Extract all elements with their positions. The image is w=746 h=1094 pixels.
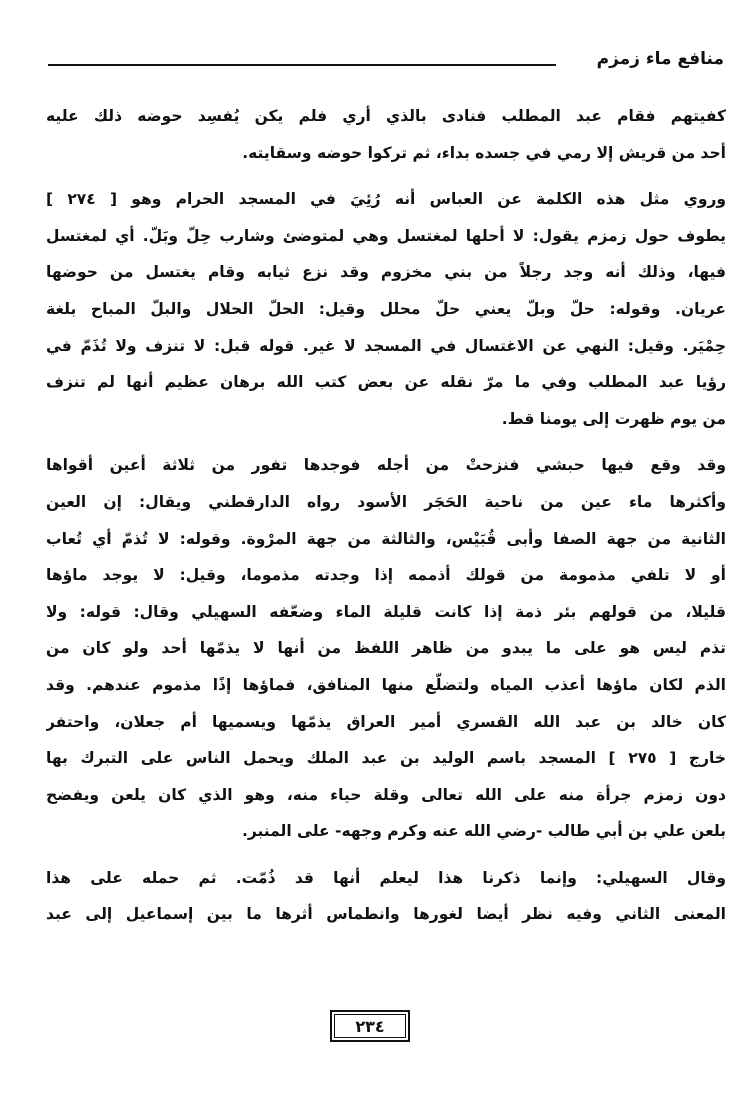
text-line: يطوف حول زمزم يقول: لا أحلها لمغتسل وهي لمتوضئ وشارب حِلّ وبَلّ. أي لمغتسل [46,226,726,245]
text-line: الذم لكان ماؤها أعذب المياه ولتضلّع منها المنافق، فماؤها إذًا مذموم عندهم. وقد [46,675,726,694]
text-line: بلعن علي بن أبي طالب -رضي الله عنه وكرم وجهه- على المنبر. [241,822,726,841]
header-rule [48,64,556,66]
text-line: كفيتهم فقام عبد المطلب فنادى بالذي أري فلم يكن يُفسِد حوضه ذلك عليه [46,107,726,125]
text-line: المعنى الثاني وفيه نظر أيضا لغورها وانطماس أثرها ما بين إسماعيل إلى عبد [46,905,726,924]
running-header [48,46,724,76]
page-number-frame [330,1010,410,1042]
text-line: رؤيا عبد المطلب وفي ما مرّ نقله عن بعض كتب الله برهان عظيم أنها لم تنزف [46,373,726,392]
text-line: وأكثرها ماء عين من ناحية الحَجَر الأسود رواه الدارقطني ويقال: إن العين [46,492,726,511]
text-line: أحد من قريش إلا رمي في جسده بداء، ثم تركوا حوضه وسقايته. [242,143,726,162]
running-title: منافع ماء زمزم [596,49,724,69]
text-line: قليلا، من قولهم بئر ذمة إذا كانت قليلة الماء وضعّفه السهيلي وقال: قوله: ولا [46,602,726,621]
page-number: ٢٣٤ [334,1014,406,1038]
text-line: وروي مثل هذه الكلمة عن العباس أنه رُئِيَ في المسجد الحرام وهو [ ٢٧٤ ] [46,190,726,209]
text-line: فيها، وذلك أنه وجد رجلاً من بني مخزوم وقد نزع ثيابه وقام يغتسل من حوضها [46,263,726,282]
paragraph-gap [46,437,726,447]
text-line: دون زمزم جرأة منه على الله تعالى وقلة حياء منه، وهو الذي كان يلعن ويفضح [46,785,726,804]
text-line: عريان. وقوله: حلّ وبلّ يعني حلّ محلل وقيل: الحلّ الحلال والبلّ المباح بلغة [46,299,726,318]
text-line: خارج [ ٢٧٥ ] المسجد باسم الوليد بن عبد الملك ويحمل الناس على التبرك بها [46,749,726,768]
paragraph-gap [46,171,726,181]
paragraph-gap [46,850,726,860]
text-line: أو لا تلفي مذمومة من قولك أذممه إذا وجدته مذموما، وقيل: لا يوجد ماؤها [46,566,726,585]
text-line: كان خالد بن عبد الله القسري أمير العراق يذمّها ويسميها أم جعلان، واحتفر [46,712,726,731]
text-line: وقال السهيلي: وإنما ذكرنا هذا ليعلم أنها قد ذُمّت. ثم حمله على هذا [46,868,726,887]
text-line: الثانية من جهة الصفا وأبى قُبَيْس، والثالثة من جهة المرْوة. وقوله: لا تُذمّ أي تُعاب [46,529,726,548]
text-line: من يوم ظهرت إلى يومنا قط. [501,409,726,428]
text-line: وقد وقع فيها حبشي فنزحتْ من أجله فوجدها تفور من ثلاثة أعين أقواها [46,456,726,475]
text-line: حِمْيَر. وقيل: النهي عن الاغتسال في المسجد لا غير. قوله قبل: لا تنزف ولا تُذَمّ في [46,336,726,355]
text-line: تذم ليس هو على ما يبدو من ظاهر اللفظ من أنها لا يذمّها أحد ولو كان من [46,639,726,658]
body-text [46,98,726,933]
